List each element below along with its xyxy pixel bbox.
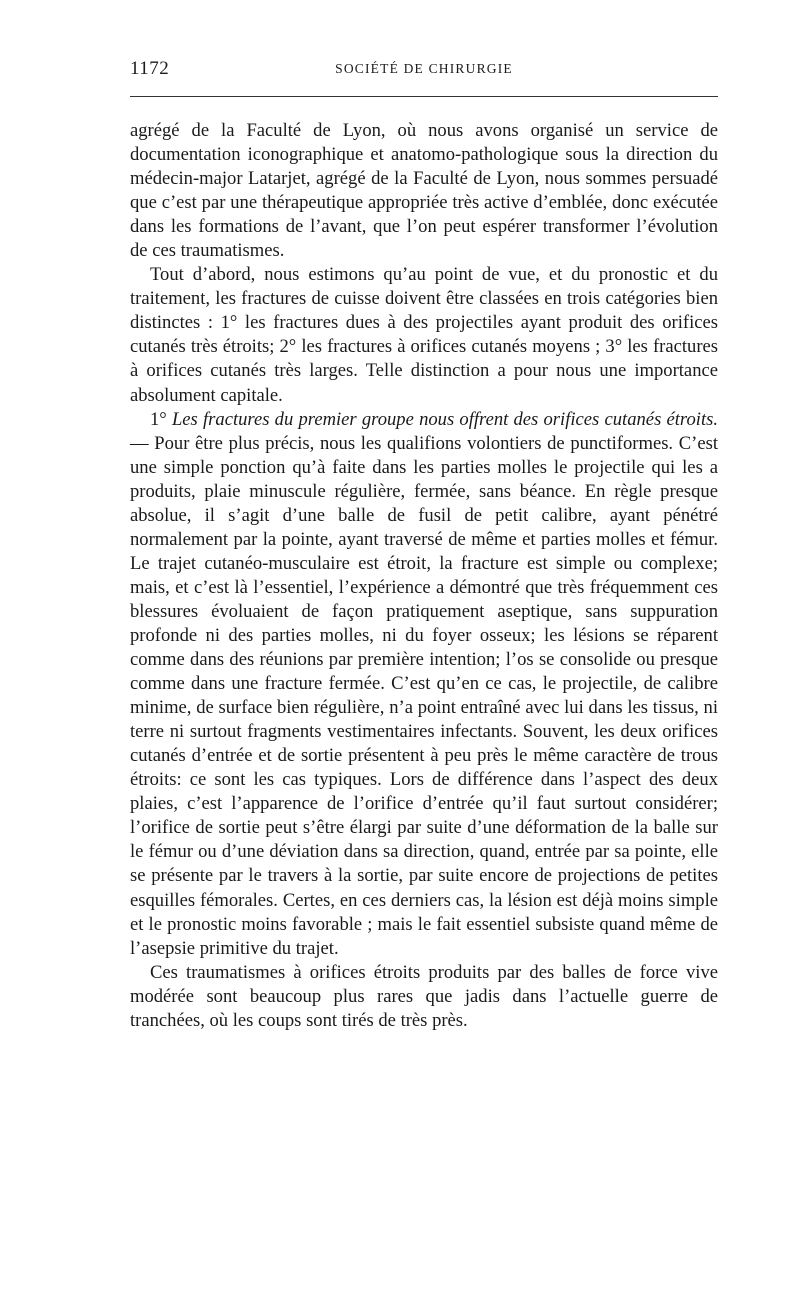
page-number: 1172	[130, 58, 170, 79]
paragraph-text: — Pour être plus précis, nous les qualifions volontiers de punctiformes. C’est une simple ponction qu’à faite dans les parties molles le projectile qui les a produits, plaie minuscule régulière, fermée, sans béance. En règle presque absolue, il s’agit d’une balle de fusil de petit calibre, ayant pénétré normalement par la pointe, ayant traversé de même et parties molles et fémur. Le trajet cutanéo-musculaire est étroit, la fracture est simple ou complexe; mais, et c’est là l’essentiel, l’expérience a démontré que très fréquemment ces blessures évoluaient de façon pratiquement aseptique, sans suppuration profonde ni des parties molles, ni du foyer osseux; les lésions se réparent comme dans des réunions par première intention; l’os se consolide ou presque comme dans une fracture fermée. C’est qu’en ce cas, le projectile, de calibre minime, de surface bien régulière, n’a point entraîné avec lui dans les tissus, ni terre ni surtout fragments vestimentaires infectants. Souvent, les deux orifices cutanés d’entrée et de sortie présentent à peu près le même caractère de trous étroits: ce sont les cas typiques. Lors de différence dans l’aspect des deux plaies, c’est l’apparence de l’orifice d’entrée qu’il faut surtout considérer; l’orifice de sortie peut s’être élargi par suite d’une déformation de la balle sur le fémur ou d’une déviation dans sa direction, quand, entrée par sa pointe, elle se présente par le travers à la sortie, par suite encore de projections de petites esquilles fémorales. Certes, en ces derniers cas, la lésion est déjà moins simple et le pronostic moins favorable ; mais le fait essentiel subsiste quand même de l’asepsie primitive du trajet.	[130, 432, 718, 959]
running-head	[130, 52, 718, 82]
header-rule	[130, 96, 718, 97]
paragraph-first-group	[130, 408, 718, 961]
paragraph-trench-warfare	[130, 961, 718, 1033]
body-text	[130, 119, 718, 1033]
running-title: SOCIÉTÉ DE CHIRURGIE	[335, 61, 513, 76]
section-number: 1°	[150, 408, 167, 430]
paragraph-classification	[130, 263, 718, 407]
paragraph-text: agrégé de la Faculté de Lyon, où nous avons organisé un service de documentation iconographique et anatomo-pathologique sous la direction du médecin-major Latarjet, agrégé de la Faculté de Lyon, nous sommes persuadé que c’est par une thérapeutique appropriée très active d’emblée, donc exécutée dans les formations de l’avant, que l’on peut espérer transformer l’évolution de ces traumatismes.	[130, 120, 718, 262]
paragraph-text: Tout d’abord, nous estimons qu’au point de vue, et du pronostic et du traitement, les fractures de cuisse doivent être classées en trois catégories bien distinctes : 1° les fractures dues à des projectiles ayant produit des orifices cutanés très étroits; 2° les fractures à orifices cutanés moyens ; 3° les fractures à orifices cutanés très larges. Telle distinction a pour nous une importance absolument capitale.	[130, 264, 718, 406]
book-page	[130, 52, 718, 1033]
paragraph-continuation	[130, 119, 718, 263]
section-heading-italic: Les fractures du premier groupe nous offrent des orifices cutanés étroits.	[171, 408, 718, 430]
paragraph-text: Ces traumatismes à orifices étroits produits par des balles de force vive modérée sont beaucoup plus rares que jadis dans l’actuelle guerre de tranchées, où les coups sont tirés de très près.	[130, 961, 718, 1031]
